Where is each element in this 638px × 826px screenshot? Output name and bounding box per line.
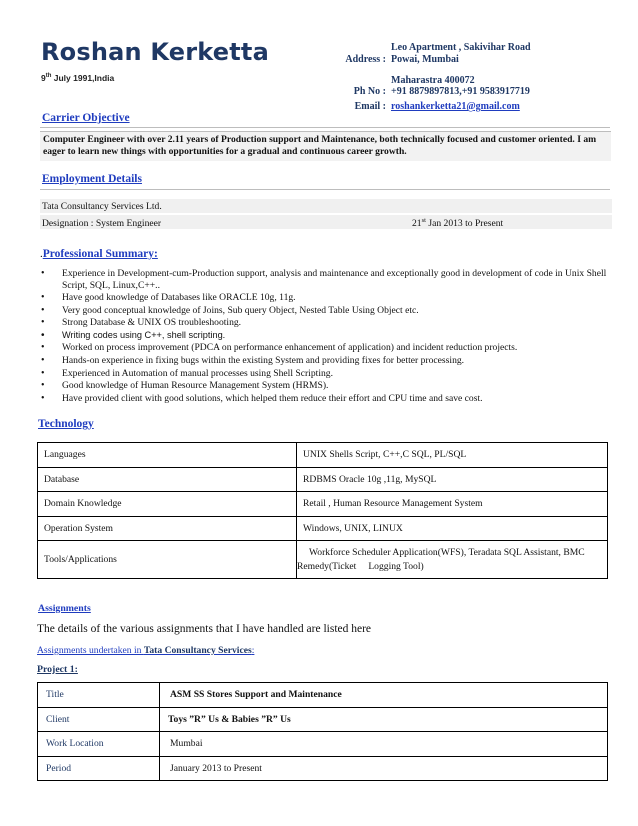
- dob-suffix: th: [45, 73, 52, 80]
- summary-heading-row: [40, 244, 158, 262]
- table-row: [38, 683, 608, 708]
- tech-value-line-1: Workforce Scheduler Application(WFS), Teradata SQL Assistant, BMC: [309, 547, 585, 559]
- summary-item: • Worked on process improvement (PDCA on performance enhancement of application) and incident reduction projects.: [40, 342, 610, 354]
- project-value: Toys ”R” Us & Babies ”R” Us: [160, 707, 608, 732]
- tech-key: Domain Knowledge: [38, 492, 297, 517]
- summary-item: • Good knowledge of Human Resource Management System (HRMS).: [40, 380, 610, 392]
- employment-divider: [40, 189, 610, 190]
- email-address[interactable]: [391, 101, 520, 112]
- project-value: ASM SS Stores Support and Maintenance: [160, 683, 608, 708]
- dob-rest: July 1991,India: [51, 73, 115, 83]
- summary-item: • Experience in Development-cum-Production support, analysis and maintenance and exceptionally good in development of code in Unix Shell Script, SQL, Linux,C++..: [40, 268, 610, 291]
- technology-table: [37, 442, 608, 579]
- table-row: [38, 516, 608, 541]
- email-label: Email :: [354, 101, 386, 112]
- phone-number: +91 8879897813,+91 9583917719: [391, 86, 530, 97]
- address-line-2: Powai, Mumbai: [391, 54, 459, 65]
- assignments-heading: Assignments: [38, 603, 91, 614]
- dob-day: 9: [41, 73, 46, 83]
- assignments-company: Tata Consultancy Services: [143, 645, 252, 656]
- table-row: [38, 541, 608, 579]
- table-row: [38, 467, 608, 492]
- phone-label: Ph No :: [353, 86, 386, 97]
- address-line-1: Leo Apartment , Sakivihar Road: [391, 42, 531, 53]
- assignments-undertaken-prefix: Assignments undertaken in: [37, 645, 144, 656]
- employment-date-day: 21: [412, 218, 422, 230]
- employment-dates: [412, 217, 503, 229]
- table-row: [38, 492, 608, 517]
- summary-item: • Hands-on experience in fixing bugs within the existing System and providing fixes for better processing.: [40, 355, 610, 367]
- tech-value: Retail , Human Resource Management System: [297, 492, 608, 517]
- summary-heading-prefix: .: [40, 248, 43, 260]
- objective-text: Computer Engineer with over 2.11 years of Production support and Maintenance, both technically focused and customer oriented. I am eager to learn new things with opportunities for a gradual and continuous career growth.: [40, 131, 611, 161]
- address-label: Address :: [345, 54, 386, 65]
- assignments-intro: The details of the various assignments that I have handled are listed here: [37, 623, 372, 635]
- tech-key: Database: [38, 467, 297, 492]
- table-row: [38, 443, 608, 468]
- project-value: Mumbai: [160, 732, 608, 757]
- project-key: Period: [38, 756, 160, 781]
- candidate-name: Roshan Kerketta: [41, 38, 269, 66]
- table-row: [38, 756, 608, 781]
- project-label: Project 1:: [37, 664, 78, 675]
- summary-item: • Very good conceptual knowledge of Joins, Sub query Object, Nested Table Using Object etc.: [40, 305, 610, 317]
- address-line-3: Maharastra 400072: [391, 75, 475, 86]
- tech-key: Languages: [38, 443, 297, 468]
- tech-key: Tools/Applications: [38, 541, 297, 579]
- table-row: [38, 732, 608, 757]
- summary-item: • Have provided client with good solutions, which helped them reduce their effort and CPU time and save cost.: [40, 393, 610, 405]
- email-link[interactable]: roshankerketta21@gmail.com: [391, 101, 520, 112]
- employment-designation: Designation : System Engineer: [42, 218, 162, 229]
- employment-heading: Employment Details: [42, 173, 142, 185]
- tech-value: Windows, UNIX, LINUX: [297, 516, 608, 541]
- date-of-birth: [41, 73, 114, 83]
- project-value: January 2013 to Present: [160, 756, 608, 781]
- assignments-undertaken: [37, 645, 254, 656]
- tech-value: UNIX Shells Script, C++,C SQL, PL/SQL: [297, 443, 608, 468]
- summary-item: • Writing codes using C++, shell scripting.: [40, 330, 610, 342]
- tech-value-line-2: Remedy(Ticket Logging Tool): [297, 561, 424, 573]
- employment-date-rest: Jan 2013 to Present: [425, 218, 504, 230]
- employment-date-suffix: st: [421, 217, 426, 224]
- summary-item: • Have good knowledge of Databases like ORACLE 10g, 11g.: [40, 292, 610, 304]
- employment-company: Tata Consultancy Services Ltd.: [42, 201, 162, 212]
- tech-key: Operation System: [38, 516, 297, 541]
- assignments-undertaken-suffix: :: [251, 645, 255, 656]
- tech-value: [297, 541, 608, 579]
- project-key: Title: [38, 683, 160, 708]
- tech-value: RDBMS Oracle 10g ,11g, MySQL: [297, 467, 608, 492]
- project-key: Client: [38, 707, 160, 732]
- project-key: Work Location: [38, 732, 160, 757]
- table-row: [38, 707, 608, 732]
- summary-heading: Professional Summary:: [42, 248, 158, 260]
- summary-item: • Strong Database & UNIX OS troubleshooting.: [40, 317, 610, 329]
- summary-list: [40, 268, 610, 405]
- technology-heading: Technology: [38, 418, 94, 430]
- objective-heading: Carrier Objective: [42, 112, 130, 124]
- summary-item: • Experienced in Automation of manual processes using Shell Scripting.: [40, 368, 610, 380]
- project-table: [37, 682, 608, 781]
- objective-divider: [40, 127, 610, 128]
